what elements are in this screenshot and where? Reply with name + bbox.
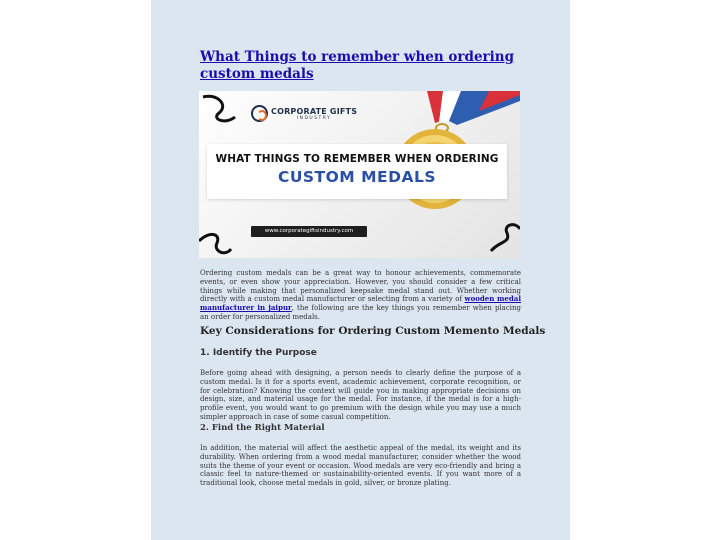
document-title[interactable]: What Things to remember when ordering custom medals [200, 49, 515, 82]
company-logo [251, 105, 357, 122]
material-paragraph: In addition, the material will affect the aesthetic appeal of the medal, its weight and its durability. When ordering from a wood medal manufacturer, consider whether the wood suits the theme of your event or occasion. Wood medals are very eco-friendly and bring a classic feel to nature-themed or sustainability-oriented events. If you want more of a traditional look, choose metal medals in gold, silver, or bronze plating. [200, 444, 521, 488]
purpose-paragraph: Before going ahead with designing, a person needs to clearly define the purpose of a custom medal. Is it for a sports event, academic achievement, corporate recognition, or for celebration? Knowing the context will guide you in making appropriate decisions on design, size, and material usage for the medal. For instance, if the medal is for a high-profile event, you would want to go premium with the design while you may use a much simpler approach in case of some casual competition. [200, 369, 521, 421]
banner-subheadline: CUSTOM MEDALS [277, 168, 437, 186]
intro-text-start: Ordering custom medals can be a great way to honour achievements, commemorate events, or even show your appreciation. However, you should consider a few critical things while making that personalized keepsake medal stand out. Whether working directly with a custom medal manufacturer or selecting from a variety of [200, 269, 521, 304]
wooden-medal-link[interactable]: wooden medal manufacturer in jaipur [200, 294, 521, 313]
banner-headline: WHAT THINGS TO REMEMBER WHEN ORDERING [215, 153, 499, 165]
section-heading: Key Considerations for Ordering Custom Memento Medals [200, 325, 546, 337]
subheading-material: 2. Find the Right Material [200, 423, 325, 433]
logo-subtitle: INDUSTRY [296, 115, 332, 121]
intro-text-end: , the following are the key things you remember when placing an order for personalized medals. [200, 304, 522, 321]
banner-headline-box [207, 144, 507, 199]
logo-icon [251, 105, 268, 122]
intro-paragraph [200, 269, 521, 322]
banner-image [199, 91, 520, 258]
document-page [151, 0, 570, 540]
logo-name: CORPORATE GIFTS [271, 106, 358, 116]
subheading-purpose: 1. Identify the Purpose [200, 348, 317, 358]
banner-url: www.corporategiftsindustry.com [251, 226, 367, 237]
